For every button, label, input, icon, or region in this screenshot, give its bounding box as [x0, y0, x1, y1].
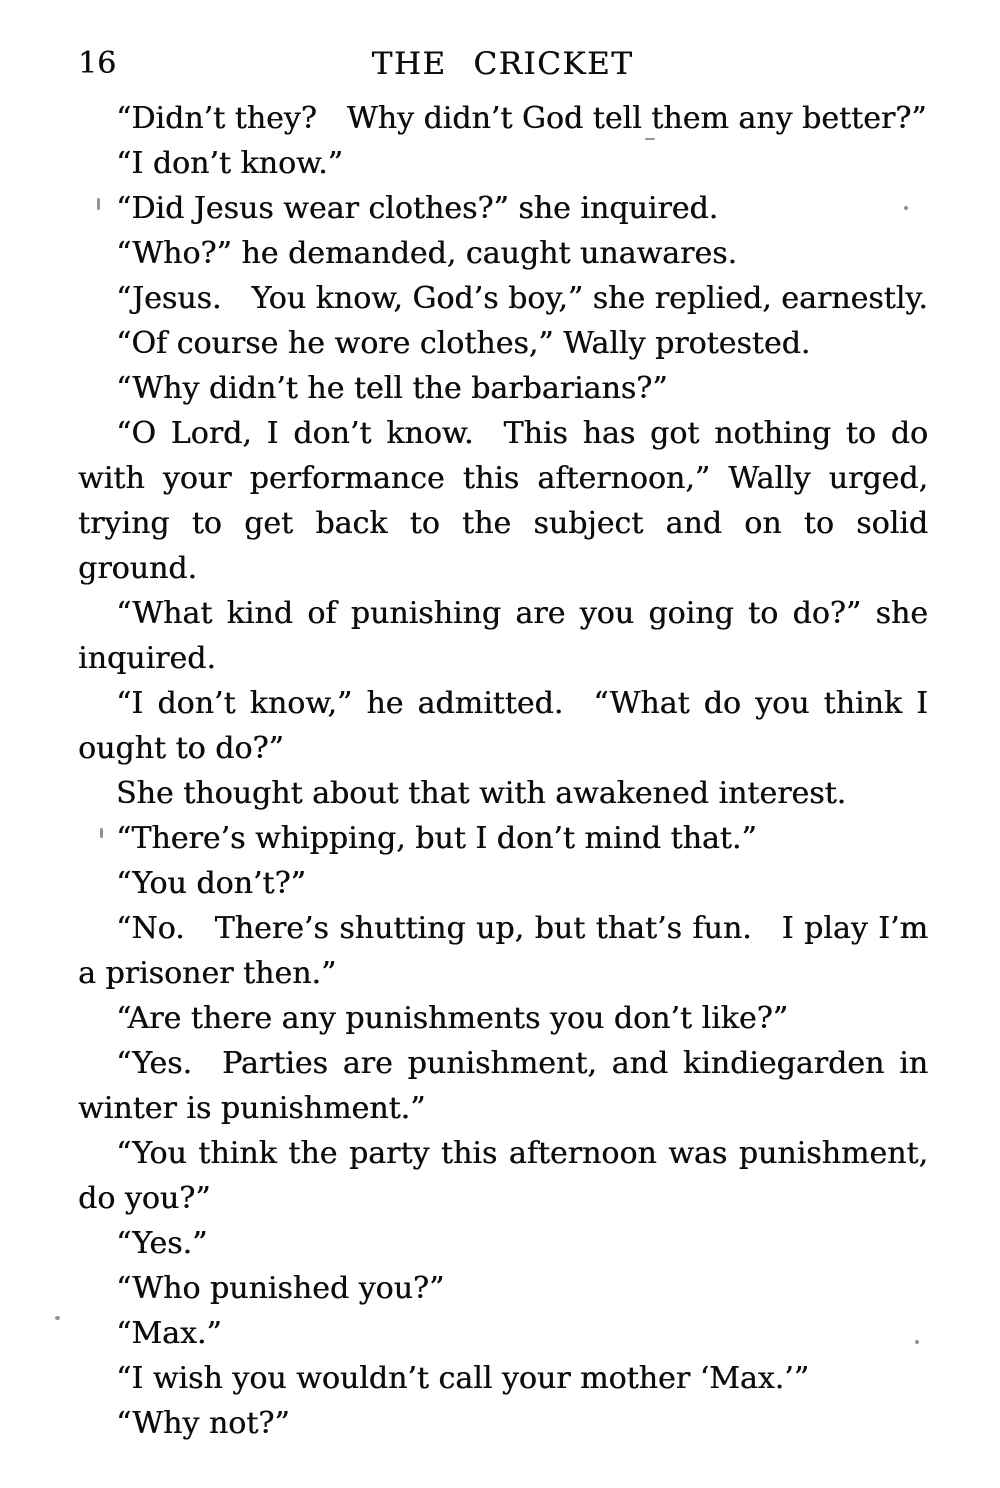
paragraph: “I don’t know.”: [116, 146, 343, 181]
page-number: 16: [78, 46, 117, 81]
paragraph: “O Lord, I don’t know. This has got nothing to do with your performance this afternoon,” Wally urged, trying to get back to the subject and on to solid ground.: [78, 416, 928, 586]
running-title: THE CRICKET: [371, 46, 634, 82]
scan-speck: [55, 1316, 60, 1320]
scan-speck: [100, 828, 103, 838]
paragraph: “Yes. Parties are punishment, and kindiegarden in winter is punishment.”: [78, 1046, 928, 1126]
paragraph: “I wish you wouldn’t call your mother ‘Max.’”: [116, 1361, 810, 1396]
paragraph: “Why not?”: [116, 1406, 290, 1441]
scan-speck: [904, 206, 908, 210]
paragraph: She thought about that with awakened interest.: [116, 776, 847, 811]
paragraph: “Didn’t they? Why didn’t God tell them any better?”: [116, 101, 927, 136]
paragraph: “What kind of punishing are you going to do?” she inquired.: [78, 596, 928, 676]
paragraph: “Who?” he demanded, caught unawares.: [116, 236, 738, 271]
paragraph: “Yes.”: [116, 1226, 208, 1261]
scan-speck: [915, 1340, 919, 1344]
paragraph: “Jesus. You know, God’s boy,” she replied, earnestly.: [116, 281, 928, 316]
paragraph: “Why didn’t he tell the barbarians?”: [116, 371, 668, 406]
paragraph: “Max.”: [116, 1316, 222, 1351]
paragraph: “Are there any punishments you don’t like?”: [116, 1001, 789, 1036]
paragraph: “I don’t know,” he admitted. “What do you think I ought to do?”: [78, 686, 928, 766]
paragraph: “No. There’s shutting up, but that’s fun. I play I’m a prisoner then.”: [78, 911, 928, 991]
paragraph: “You think the party this afternoon was punishment, do you?”: [78, 1136, 928, 1216]
paragraph: “There’s whipping, but I don’t mind that.”: [116, 821, 757, 856]
paragraph: “You don’t?”: [116, 866, 306, 901]
paragraph: “Who punished you?”: [116, 1271, 445, 1306]
paragraph: “Of course he wore clothes,” Wally protested.: [116, 326, 811, 361]
scan-speck: [645, 138, 655, 140]
page-body: [78, 96, 928, 1446]
page-header: [78, 44, 927, 84]
paragraph: “Did Jesus wear clothes?” she inquired.: [116, 191, 719, 226]
scan-speck: [97, 198, 100, 210]
